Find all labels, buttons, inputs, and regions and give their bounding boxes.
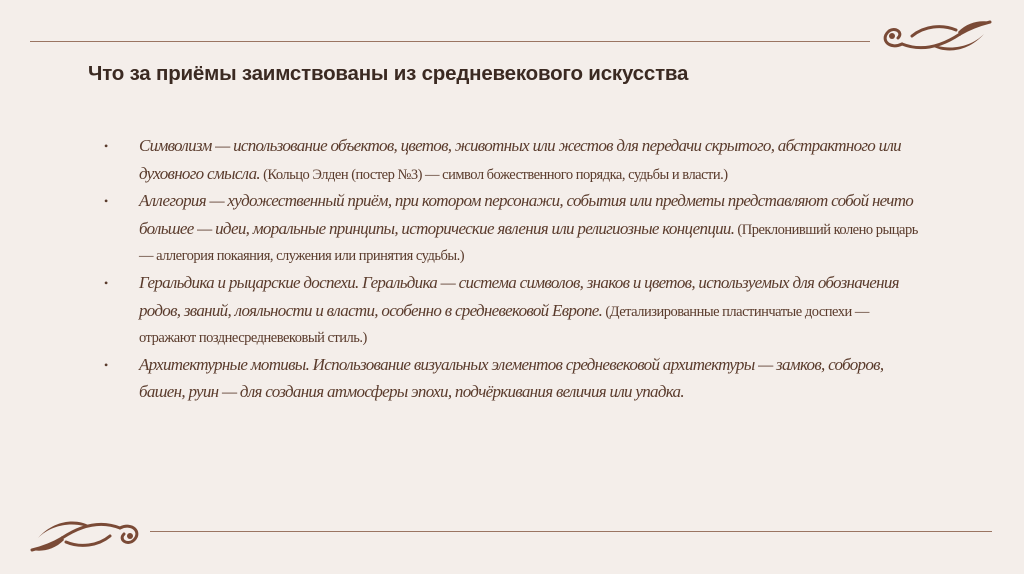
list-item xyxy=(104,352,924,407)
bullet-icon: • xyxy=(104,357,108,372)
list-item xyxy=(104,133,924,188)
slide-title: Что за приёмы заимствованы из средневекового искусства xyxy=(88,62,689,85)
ornament-flourish-icon xyxy=(28,508,150,556)
item-note-text: (Преклонивший колено рыцарь — аллегория покаяния, служения или принятия судьбы.) xyxy=(139,221,918,265)
list-item xyxy=(104,188,924,270)
ornament-flourish-icon xyxy=(872,16,994,64)
bullet-icon: • xyxy=(104,194,108,209)
bullet-icon: • xyxy=(104,139,108,153)
item-italic-text: Архитектурные мотивы. Использование визуальных элементов средневековой архитектуры — замков, соборов, башен, руин — для создания атмосферы эпохи, подчёркивания величия или упадка. xyxy=(139,354,884,402)
item-note-text: (Детализированные пластинчатые доспехи — отражают позднесредневековый стиль.) xyxy=(139,303,869,347)
bullet-list xyxy=(104,133,924,407)
bottom-divider xyxy=(150,531,992,532)
list-item xyxy=(104,270,924,352)
item-note-text: (Кольцо Элден (постер №3) — символ божественного порядка, судьбы и власти.) xyxy=(259,166,728,183)
item-italic-text: Геральдика и рыцарские доспехи. Геральдика — система символов, знаков и цветов, используемых для обозначения родов, званий, лояльности и власти, особенно в средневековой Европе. xyxy=(139,272,899,320)
item-italic-text: Символизм — использование объектов, цветов, животных или жестов для передачи скрытого, абстрактного или духовного смысла. xyxy=(139,136,901,183)
item-italic-text: Аллегория — художественный приём, при котором персонажи, события или предметы представляют собой нечто большее — идеи, моральные принципы, исторические явления или религиозные концепции. xyxy=(139,191,914,238)
top-divider xyxy=(30,41,870,42)
bullet-icon: • xyxy=(104,275,108,290)
